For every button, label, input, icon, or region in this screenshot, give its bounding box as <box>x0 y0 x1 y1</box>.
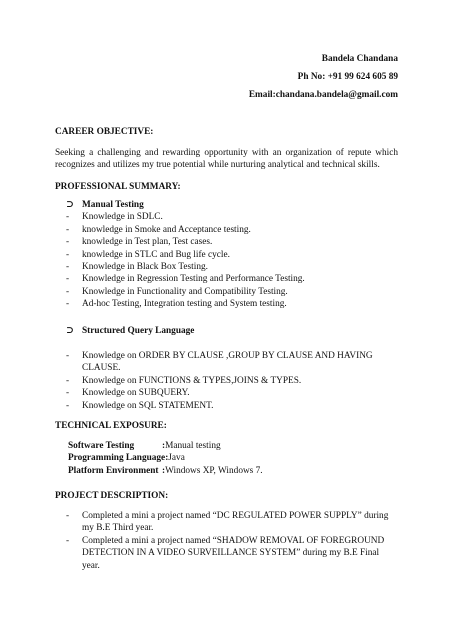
list-item: - Knowledge in SDLC. <box>66 212 163 223</box>
phone-number: Ph No: +91 99 624 605 89 <box>297 72 398 82</box>
list-item: - Knowledge in Black Box Testing. <box>66 262 208 273</box>
career-objective-heading: CAREER OBJECTIVE: <box>55 127 154 137</box>
contact-header <box>249 53 398 107</box>
list-item: - Knowledge on SQL STATEMENT. <box>66 400 214 411</box>
professional-summary-heading: PROFESSIONAL SUMMARY: <box>55 182 181 192</box>
list-item: - Knowledge in Functionality and Compatibility Testing. <box>66 286 288 297</box>
list-item: - Knowledge on SUBQUERY. <box>66 388 190 399</box>
list-item: - Ad-hoc Testing, Integration testing and System testing. <box>66 299 287 310</box>
candidate-name: Bandela Chandana <box>321 54 398 64</box>
sql-list <box>66 350 376 412</box>
tech-row: Software Testing : Manual testing <box>68 441 221 451</box>
tech-row: Platform Environment : Windows XP, Windows 7. <box>68 465 263 476</box>
career-objective-text: Seeking a challenging and rewarding opportunity with an organization of repute which recognizes and utilizes my true potential while nurturing analytical and technical skills. <box>55 148 398 171</box>
bullet-icon: ⊃ <box>66 200 74 210</box>
sql-subheading: ⊃ Structured Query Language <box>66 326 195 336</box>
project-list <box>66 510 396 572</box>
bullet-icon: ⊃ <box>66 326 74 336</box>
tech-row: Programming Language : Java <box>68 453 185 464</box>
list-item: - knowledge in Test plan, Test cases. <box>66 237 213 248</box>
list-item: - Knowledge in Regression Testing and Performance Testing. <box>66 274 305 285</box>
manual-testing-subheading: ⊃ Manual Testing <box>66 200 144 210</box>
list-item: - Knowledge on ORDER BY CLAUSE ,GROUP BY CLAUSE AND HAVING CLAUSE. <box>66 351 373 374</box>
list-item: - knowledge in Smoke and Acceptance testing. <box>66 224 251 235</box>
email-address: Email:chandana.bandela@gmail.com <box>248 90 398 100</box>
project-description-heading: PROJECT DESCRIPTION: <box>55 491 169 501</box>
sql-subheading-list <box>66 325 386 337</box>
list-item: - knowledge in STLC and Bug life cycle. <box>66 249 230 260</box>
technical-exposure-table <box>68 440 263 477</box>
manual-testing-list <box>66 199 386 311</box>
technical-exposure-heading: TECHNICAL EXPOSURE: <box>55 421 167 431</box>
list-item: - Completed a mini a project named “SHADOW REMOVAL OF FOREGROUND DETECTION IN A VIDEO SURVEILLANCE SYSTEM” during my B.E Final year. <box>66 535 385 571</box>
list-item: - Completed a mini a project named “DC REGULATED POWER SUPPLY” during my B.E Third year. <box>66 511 389 534</box>
list-item: - Knowledge on FUNCTIONS & TYPES,JOINS & TYPES. <box>66 375 302 386</box>
